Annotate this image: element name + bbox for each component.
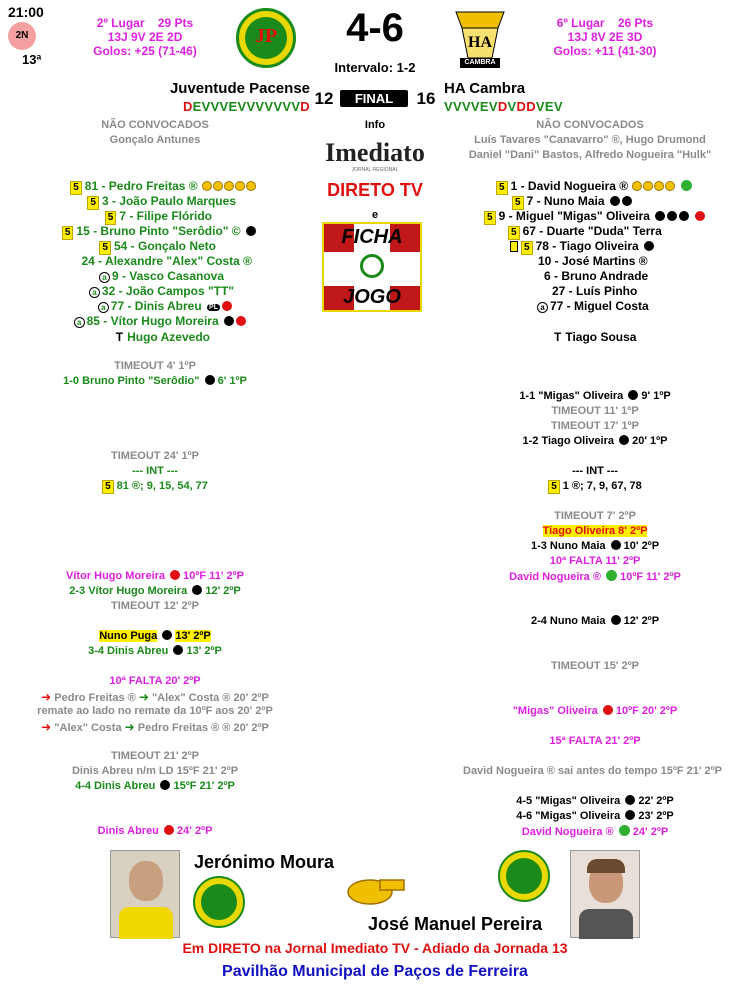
home-logo [236, 8, 296, 68]
home-event-foul: 10ª FALTA 20' 2ºP [109, 675, 201, 687]
ficha-text: FICHA [341, 226, 403, 248]
home-form: DEVVVEVVVVVVVD [182, 99, 310, 114]
away-event-goal: 1-2 Tiago Oliveira 20' 1ºP [522, 435, 668, 447]
interval-score: Intervalo: 1-2 [334, 60, 416, 75]
away-event: TIMEOUT 15' 2ºP [551, 660, 639, 672]
home-player-81[interactable]: 5 81 - Pedro Freitas ® [20, 179, 256, 195]
home-event-lineup: 5 81 ®; 9, 15, 54, 77 [40, 480, 270, 494]
home-points: 29 Pts [157, 16, 194, 30]
home-player-32[interactable]: a 32 - João Campos "TT" [20, 284, 234, 298]
score: 4-6 [346, 6, 404, 50]
away-player-7[interactable]: 5 7 - Nuno Maia [512, 194, 712, 210]
home-event-int: --- INT --- [132, 465, 178, 477]
away-fouls: 16 [416, 89, 436, 108]
home-event-card: Dinis Abreu 24' 2ºP [97, 825, 213, 837]
imediato-sub: JORNAL REGIONAL [351, 167, 399, 173]
away-player-27[interactable]: 27 - Luís Pinho [552, 284, 638, 298]
away-not-called-title: NÃO CONVOCADOS [536, 119, 644, 131]
home-event-card: Nuno Puga 13' 2ºP [99, 630, 211, 642]
away-event: TIMEOUT 11' 1ºP [551, 405, 639, 417]
away-stats [530, 16, 680, 58]
away-form: VVVVEVDVDDVEV [444, 99, 563, 114]
away-player-10[interactable]: 10 - José Martins ® [538, 254, 648, 268]
footer-venue: Pavilhão Municipal de Paços de Ferreira [222, 963, 528, 980]
jogo-text: JOGO [343, 286, 401, 308]
away-event-goal: 4-6 "Migas" Oliveira 23' 2ºP [516, 810, 674, 822]
referee-1-badge [193, 876, 245, 928]
away-event-foul: "Migas" Oliveira 10ºF 20' 2ºP [512, 705, 678, 717]
away-event-card: Tiago Oliveira 8' 2ºP [542, 525, 648, 537]
referee-2-badge [498, 850, 550, 902]
home-logo-text: JP [254, 25, 278, 47]
home-stats [70, 16, 220, 58]
away-event-goal: 1-1 "Migas" Oliveira 9' 1ºP [519, 390, 671, 402]
home-event: TIMEOUT 12' 2ºP [111, 600, 199, 612]
home-player-85[interactable]: a 85 - Vítor Hugo Moreira [20, 314, 246, 328]
away-player-67[interactable]: 5 67 - Duarte "Duda" Terra [508, 224, 708, 240]
away-coach[interactable]: T Tiago Sousa [554, 330, 637, 344]
home-event: TIMEOUT 24' 1ºP [111, 450, 199, 462]
home-not-called-title: NÃO CONVOCADOS [101, 119, 209, 131]
direto-tv-link[interactable]: DIRETO TV [327, 180, 423, 200]
home-player-3[interactable]: 5 3 - João Paulo Marques [20, 194, 236, 210]
home-player-9[interactable]: a 9 - Vasco Casanova [20, 269, 224, 283]
home-fouls: 12 [314, 89, 334, 108]
away-record: 13J 8V 2E 3D [567, 30, 643, 44]
away-player-6[interactable]: 6 - Bruno Andrade [544, 269, 649, 283]
home-event-goal: 4-4 Dinis Abreu 15ºF 21' 2ºP [75, 780, 235, 792]
match-time: 21:00 [8, 4, 44, 20]
away-event-foul: David Nogueira ® 10ºF 11' 2ºP [509, 571, 681, 583]
away-player-1[interactable]: 5 1 - David Nogueira ® [496, 179, 736, 195]
away-event-foul: 15ª FALTA 21' 2ºP [549, 735, 641, 747]
home-event-goal: 1-0 Bruno Pinto "Serôdio" 6' 1ºP [63, 375, 247, 387]
round-badge-text: 2N [15, 30, 29, 41]
footer-broadcast: Em DIRETO na Jornal Imediato TV - Adiado da Jornada 13 [182, 940, 568, 956]
away-event: TIMEOUT 7' 2ºP [554, 510, 636, 522]
away-player-9[interactable]: 5 9 - Miguel "Migas" Oliveira [484, 209, 734, 225]
coach-icon: T [554, 330, 562, 344]
away-goals: Golos: +11 (41-30) [553, 44, 657, 58]
referee-2-name: José Manuel Pereira [368, 914, 543, 934]
home-event-penalty: Dinis Abreu n/m LD 15ºF 21' 2ºP [71, 765, 239, 777]
home-coach[interactable]: T Hugo Azevedo [115, 330, 210, 344]
home-event-foul: Vítor Hugo Moreira 10ºF 11' 2ºP [66, 570, 244, 582]
referee-1-photo [110, 850, 180, 938]
away-points: 26 Pts [617, 16, 654, 30]
home-player-7[interactable]: 5 7 - Filipe Flórido [20, 209, 212, 225]
info-label: Info [364, 119, 386, 131]
away-event-int: --- INT --- [572, 465, 618, 477]
and-label: e [371, 209, 379, 221]
coach-icon: T [115, 330, 124, 344]
home-event: TIMEOUT 4' 1ºP [114, 360, 196, 372]
away-team-name: HA Cambra [444, 80, 526, 97]
away-event-lineup: 5 1 ®; 7, 9, 67, 78 [460, 480, 730, 494]
home-player-24[interactable]: 24 - Alexandre "Alex" Costa ® [81, 254, 252, 268]
away-position: 6º Lugar [556, 16, 605, 30]
away-player-78[interactable]: 5 78 - Tiago Oliveira [510, 239, 710, 255]
home-position: 2º Lugar [96, 16, 145, 30]
away-logo [452, 10, 508, 70]
away-logo-text: HA [468, 34, 492, 51]
home-event-sub: ➜ Pedro Freitas ® ➜ "Alex" Costa ® 20' 2ºP [41, 690, 269, 704]
whistle-icon [344, 872, 408, 906]
home-event-note: remate ao lado no remate da 10ºF aos 20' 2ºP [37, 705, 273, 717]
away-event-card: David Nogueira ® 24' 2ºP [521, 826, 669, 838]
away-event-goal: 2-4 Nuno Maia 12' 2ºP [530, 615, 660, 627]
home-player-15[interactable]: 5 15 - Bruno Pinto "Serôdio" © [20, 224, 256, 240]
away-logo-sub: CAMBRA [464, 59, 496, 66]
home-event-goal: 3-4 Dinis Abreu 13' 2ºP [88, 645, 222, 657]
home-event-goal: 2-3 Vítor Hugo Moreira 12' 2ºP [69, 585, 241, 597]
home-goals: Golos: +25 (71-46) [93, 44, 197, 58]
ficha-jogo-logo[interactable] [322, 222, 422, 312]
imediato-logo[interactable]: Imediato [325, 138, 425, 167]
away-not-called-1: Luís Tavares "Canavarro" ®, Hugo Drumond [474, 134, 706, 146]
home-player-77[interactable]: a 77 - Dinis Abreu PL [20, 299, 232, 313]
home-team-name: Juventude Pacense [169, 80, 310, 97]
round-number: 13ª [22, 52, 42, 67]
final-status: FINAL [340, 90, 408, 107]
home-not-called: Gonçalo Antunes [109, 134, 201, 146]
home-record: 13J 9V 2E 2D [107, 30, 183, 44]
referee-1-name: Jerónimo Moura [194, 852, 335, 872]
home-event-sub: ➜ "Alex" Costa ➜ Pedro Freitas ® ® 20' 2ºP [41, 720, 269, 734]
away-event: TIMEOUT 17' 1ºP [551, 420, 639, 432]
away-event-goal: 4-5 "Migas" Oliveira 22' 2ºP [516, 795, 674, 807]
away-not-called-2: Daniel "Dani" Bastos, Alfredo Nogueira "Hulk" [468, 149, 712, 161]
referee-2-photo [570, 850, 640, 938]
away-player-77[interactable]: a 77 - Miguel Costa [537, 299, 737, 313]
away-event-goal: 1-3 Nuno Maia 10' 2ºP [530, 540, 660, 552]
away-event-note: David Nogueira ® sai antes do tempo 15ºF 21' 2ºP [463, 765, 722, 777]
home-event: TIMEOUT 21' 2ºP [111, 750, 199, 762]
round-badge [8, 22, 36, 50]
away-event-foul: 10ª FALTA 11' 2ºP [549, 555, 641, 567]
home-player-54[interactable]: 5 54 - Gonçalo Neto [20, 239, 216, 255]
